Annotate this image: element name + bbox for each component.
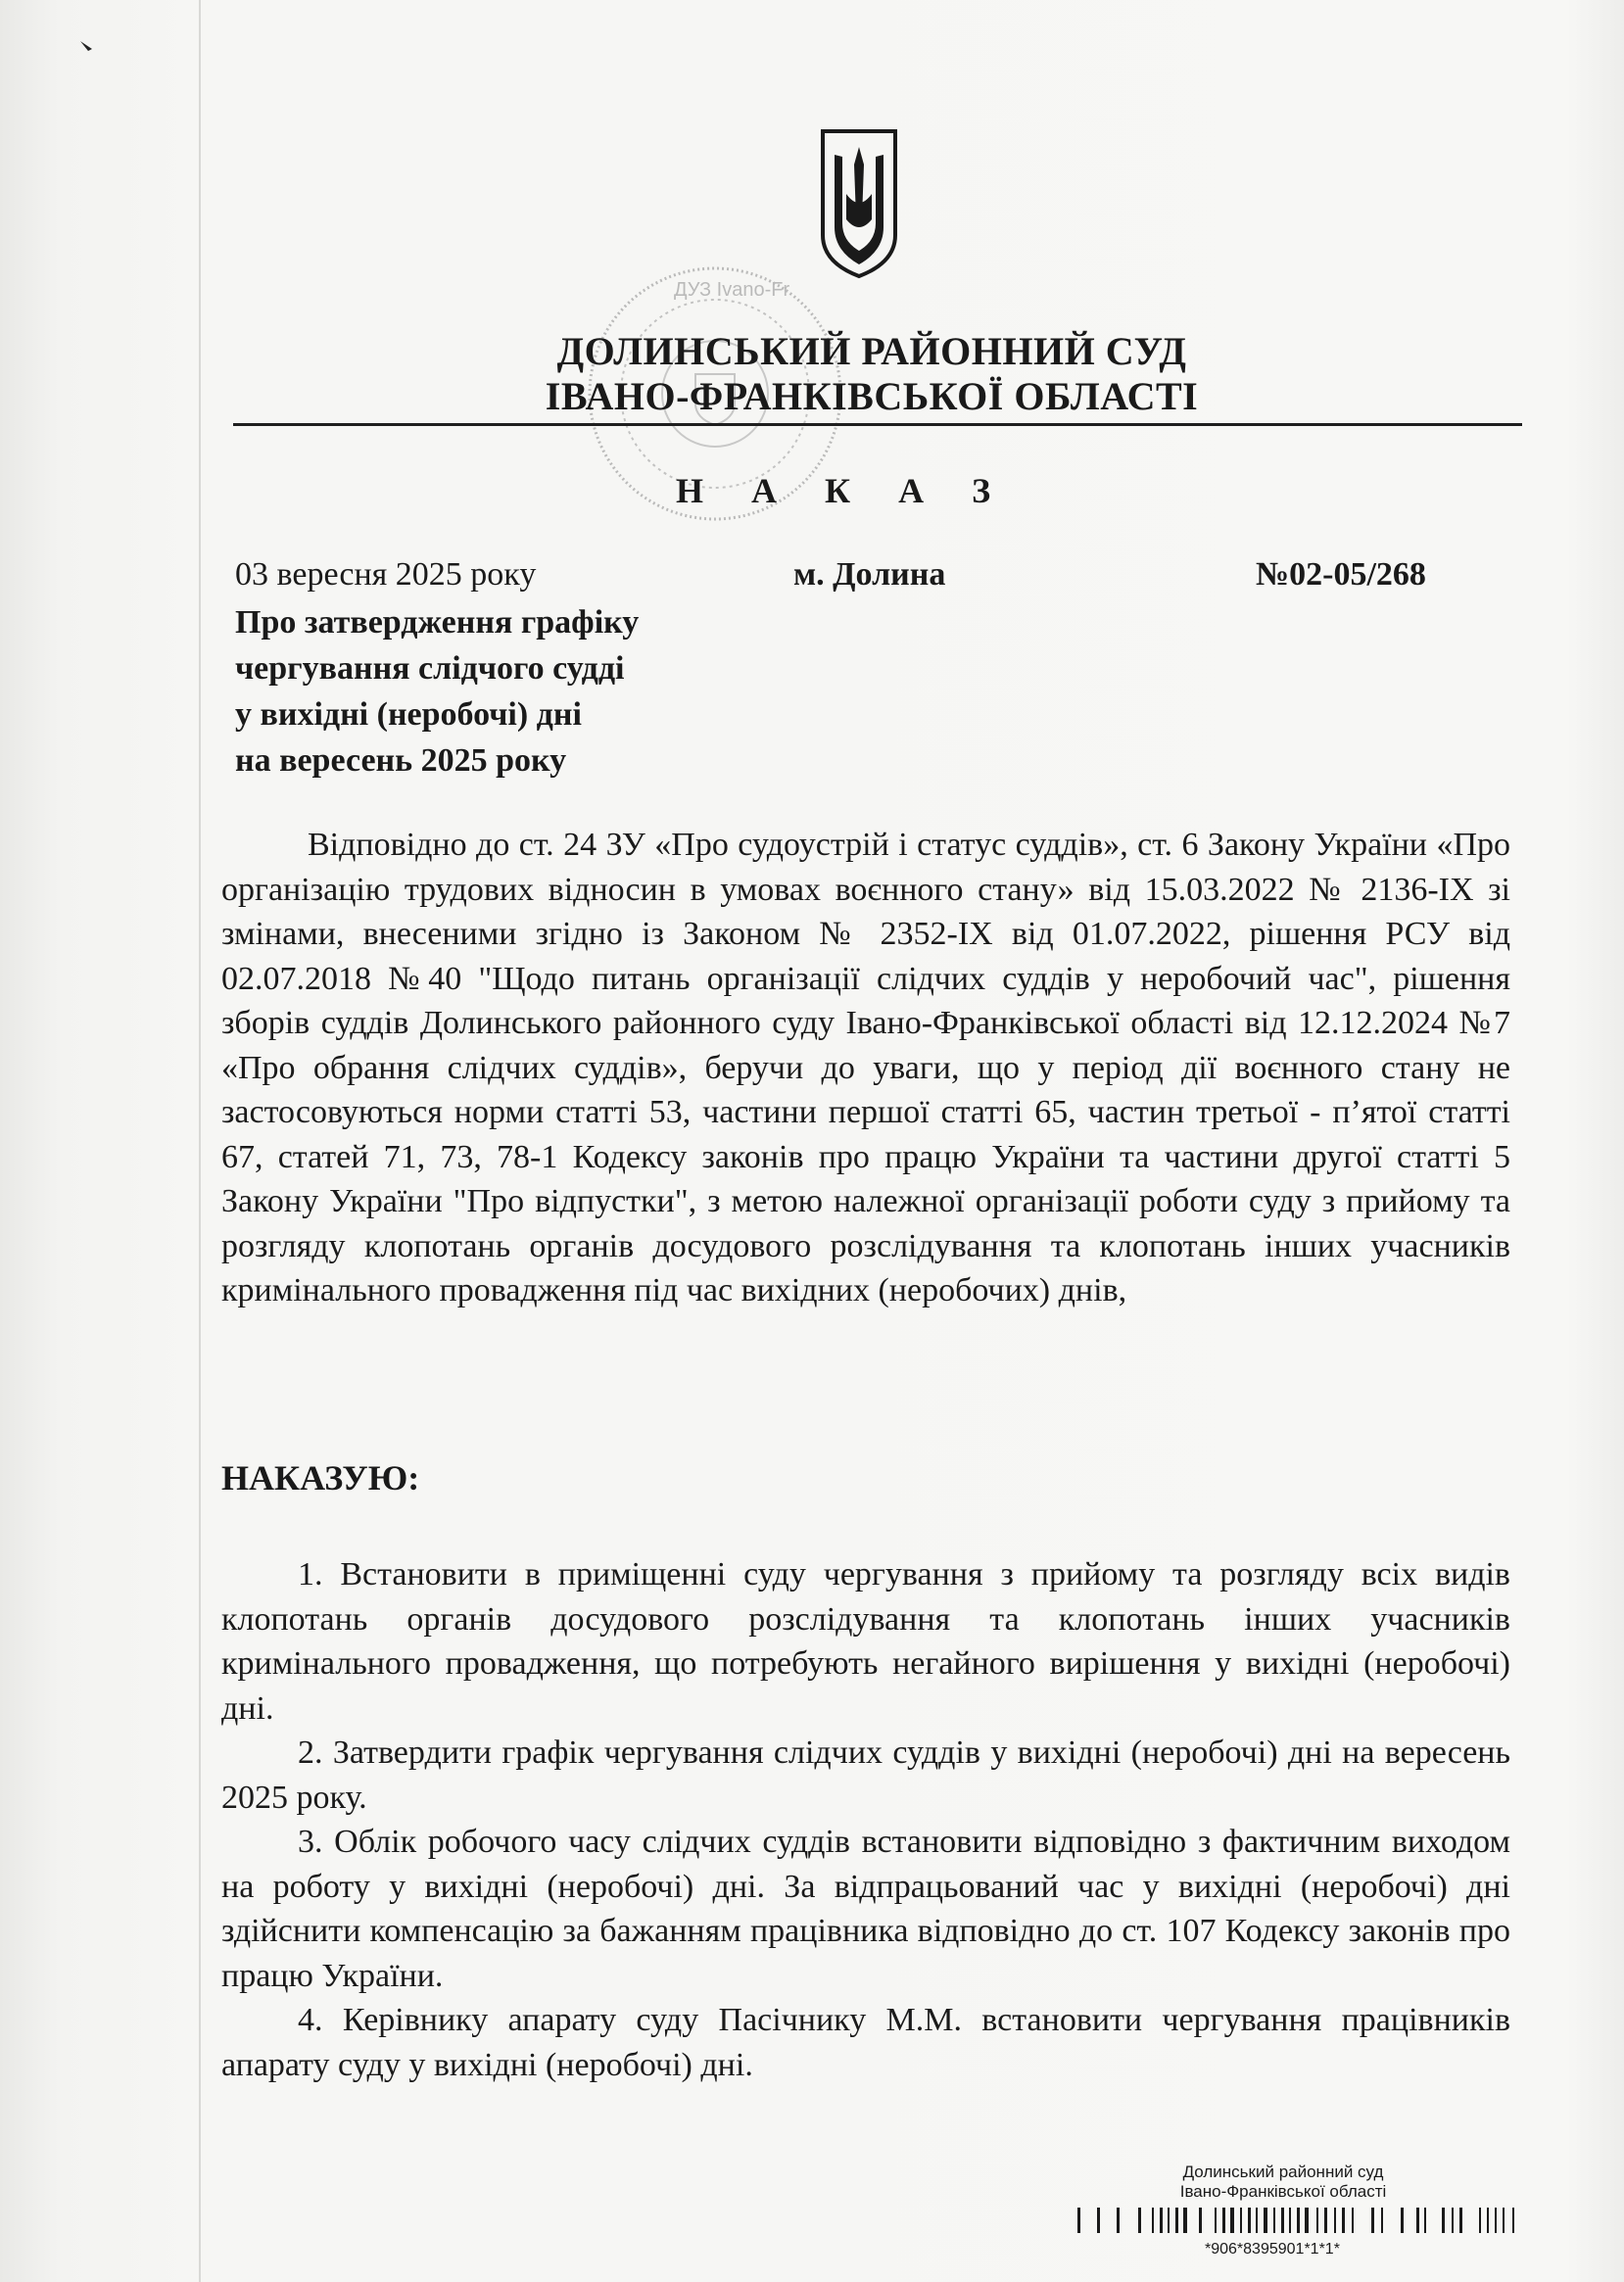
subject-line: чергування слідчого судді <box>235 650 625 687</box>
subject-line: Про затвердження графіку <box>235 604 640 641</box>
order-item-3: 3. Облік робочого часу слідчих суддів встановити відповідно з фактичним виходом на роботу у вихідні (неробочі) дні. За відпрацьований час у вихідні (неробочі) дні здійснити компенсацію за бажанням працівника відповідно до ст. 107 Кодексу законів про працю України. <box>221 1824 1510 1994</box>
court-name-line1: ДОЛИНСЬКИЙ РАЙОННИЙ СУД <box>556 329 1187 373</box>
page-fold-line <box>199 0 201 2282</box>
order-item-2: 2. Затвердити графік чергування слідчих суддів у вихідні (неробочі) дні на вересень 2025 року. <box>221 1735 1510 1816</box>
stamp-text: ДУЗ Ivano-Fr <box>674 279 790 301</box>
order-date: 03 вересня 2025 року <box>235 556 537 593</box>
document-type-title: Н А К А З <box>676 471 1011 510</box>
preamble-paragraph: Відповідно до ст. 24 ЗУ «Про судоустрій і статус суддів», ст. 6 Закону України «Про організацію трудових відносин в умовах воєнного стану» від 15.03.2022 № 2136-IX зі змінами, внесеними згідно із Законом № 2352-IX від 01.07.2022, рішення РСУ від 02.07.2018 №40 "Щодо питань організації слідчих суддів у неробочий час", рішення зборів суддів Долинського районного суду Івано-Франківської області від 12.12.2024 №7 «Про обрання слідчих суддів», беручи до уваги, що у період дії воєнного стану не застосовуються норми статті 53, частини першої статті 65, частин третьої - п’ятої статті 67, статей 71, 73, 78-1 Кодексу законів про працю України та частини другої статті 5 Закону України "Про відпустки", з метою належної організації роботи суду з прийому та розгляду клопотань органів досудового розслідування та клопотань інших учасників кримінального провадження під час вихідних (неробочих) днів, <box>221 827 1510 1308</box>
footer-court-line2: Івано-Франківської області <box>1179 2182 1387 2201</box>
order-heading: НАКАЗУЮ: <box>221 1458 420 1498</box>
court-name-line2: ІВАНО-ФРАНКІВСЬКОЇ ОБЛАСТІ <box>545 374 1199 418</box>
order-item-4: 4. Керівнику апарату суду Пасічнику М.М. встановити чергування працівників апарату суду у вихідні (неробочі) дні. <box>221 2002 1510 2083</box>
order-city: м. Долина <box>793 556 946 593</box>
footer-court-name <box>1126 2163 1440 2202</box>
subject-line: у вихідні (неробочі) дні <box>235 696 582 733</box>
order-number: №02-05/268 <box>1256 556 1426 593</box>
order-item-1: 1. Встановити в приміщенні суду чергування з прийому та розгляду всіх видів клопотань органів досудового розслідування та клопотань інших учасників кримінального провадження, що потребують негайного вирішення у вихідні (неробочі) дні. <box>221 1556 1510 1727</box>
order-items <box>221 1552 1510 2087</box>
order-subject <box>235 599 784 784</box>
header-divider <box>233 423 1522 426</box>
barcode-number: *906*8395901*1*1* <box>1205 2241 1340 2258</box>
footer-court-line1: Долинський районний суд <box>1182 2163 1384 2181</box>
subject-line: на вересень 2025 року <box>235 742 567 779</box>
barcode-image <box>1077 2204 1538 2237</box>
scan-mark-icon <box>78 37 108 57</box>
